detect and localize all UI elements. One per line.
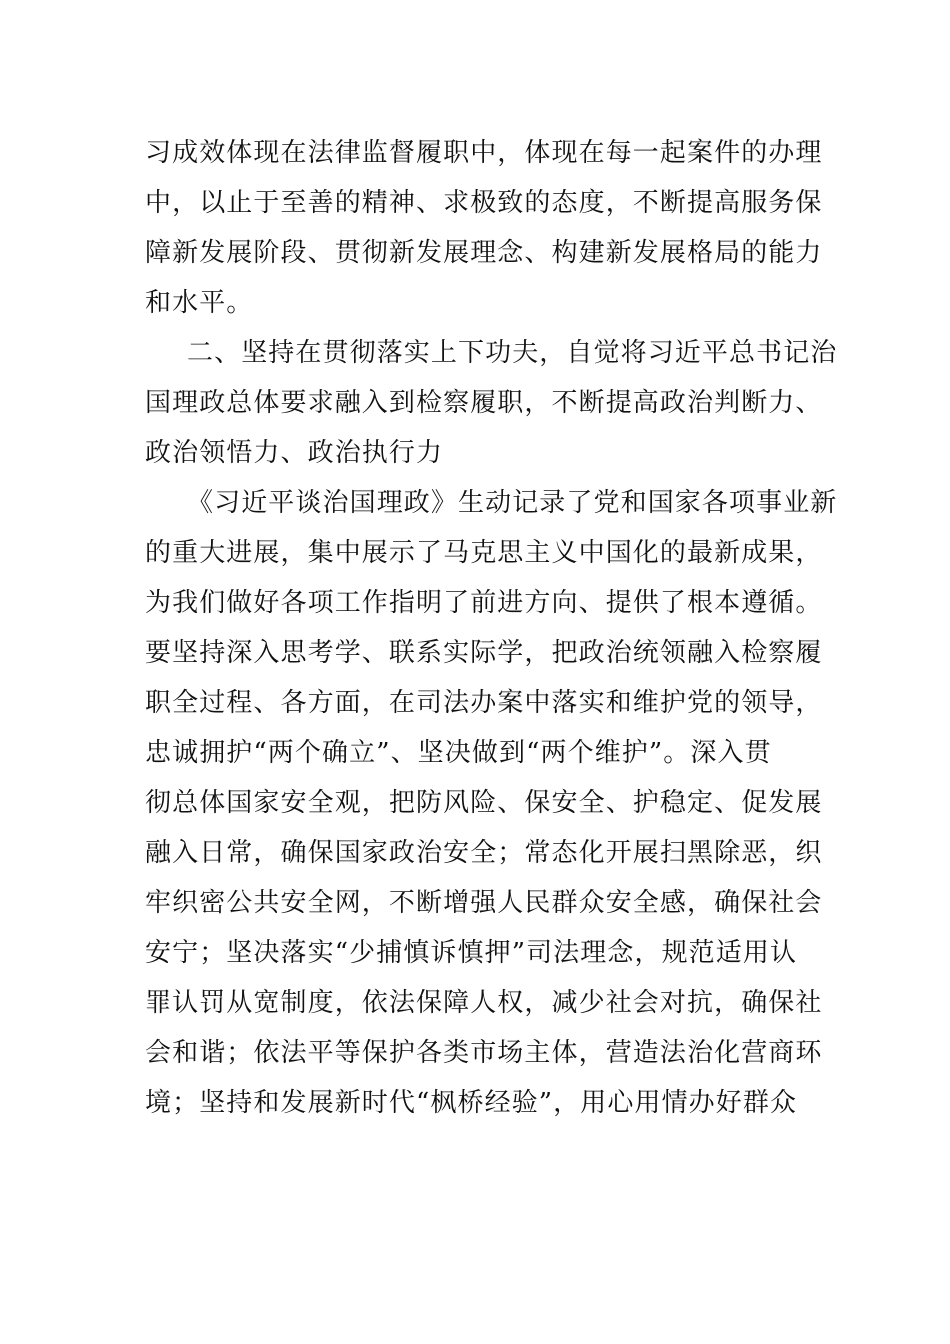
text-line: 忠诚拥护“两个确立”、坚决做到“两个维护”。深入贯 — [145, 738, 772, 768]
text-line: 牢织密公共安全网，不断增强人民群众安全感，确保社会 — [145, 888, 823, 918]
text-line: 职全过程、各方面，在司法办案中落实和维护党的领导， — [145, 688, 823, 718]
text-line: 融入日常，确保国家政治安全；常态化开展扫黑除恶，织 — [145, 838, 823, 868]
text-line: 的重大进展，集中展示了马克思主义中国化的最新成果， — [145, 538, 823, 568]
body-text — [145, 128, 838, 1128]
section-heading-line: 国理政总体要求融入到检察履职，不断提高政治判断力、 — [145, 388, 823, 418]
section-heading-line: 政治领悟力、政治执行力 — [145, 438, 444, 468]
text-line: 安宁；坚决落实“少捕慎诉慎押”司法理念，规范适用认 — [145, 938, 798, 968]
text-line: 习成效体现在法律监督履职中，体现在每一起案件的办理 — [145, 138, 823, 168]
section-heading-line: 二、坚持在贯彻落实上下功夫，自觉将习近平总书记治 — [187, 338, 838, 368]
text-line: 要坚持深入思考学、联系实际学，把政治统领融入检察履 — [145, 638, 823, 668]
text-line: 中，以止于至善的精神、求极致的态度，不断提高服务保 — [145, 188, 823, 218]
text-line: 《习近平谈治国理政》生动记录了党和国家各项事业新 — [187, 488, 838, 518]
text-line: 会和谐；依法平等保护各类市场主体，营造法治化营商环 — [145, 1038, 823, 1068]
text-line: 障新发展阶段、贯彻新发展理念、构建新发展格局的能力 — [145, 238, 823, 268]
text-line: 彻总体国家安全观，把防风险、保安全、护稳定、促发展 — [145, 788, 823, 818]
text-line: 和水平。 — [145, 288, 254, 318]
text-line: 境；坚持和发展新时代“枫桥经验”，用心用情办好群众 — [145, 1088, 798, 1118]
text-line: 罪认罚从宽制度，依法保障人权，减少社会对抗，确保社 — [145, 988, 823, 1018]
text-line: 为我们做好各项工作指明了前进方向、提供了根本遵循。 — [145, 588, 823, 618]
